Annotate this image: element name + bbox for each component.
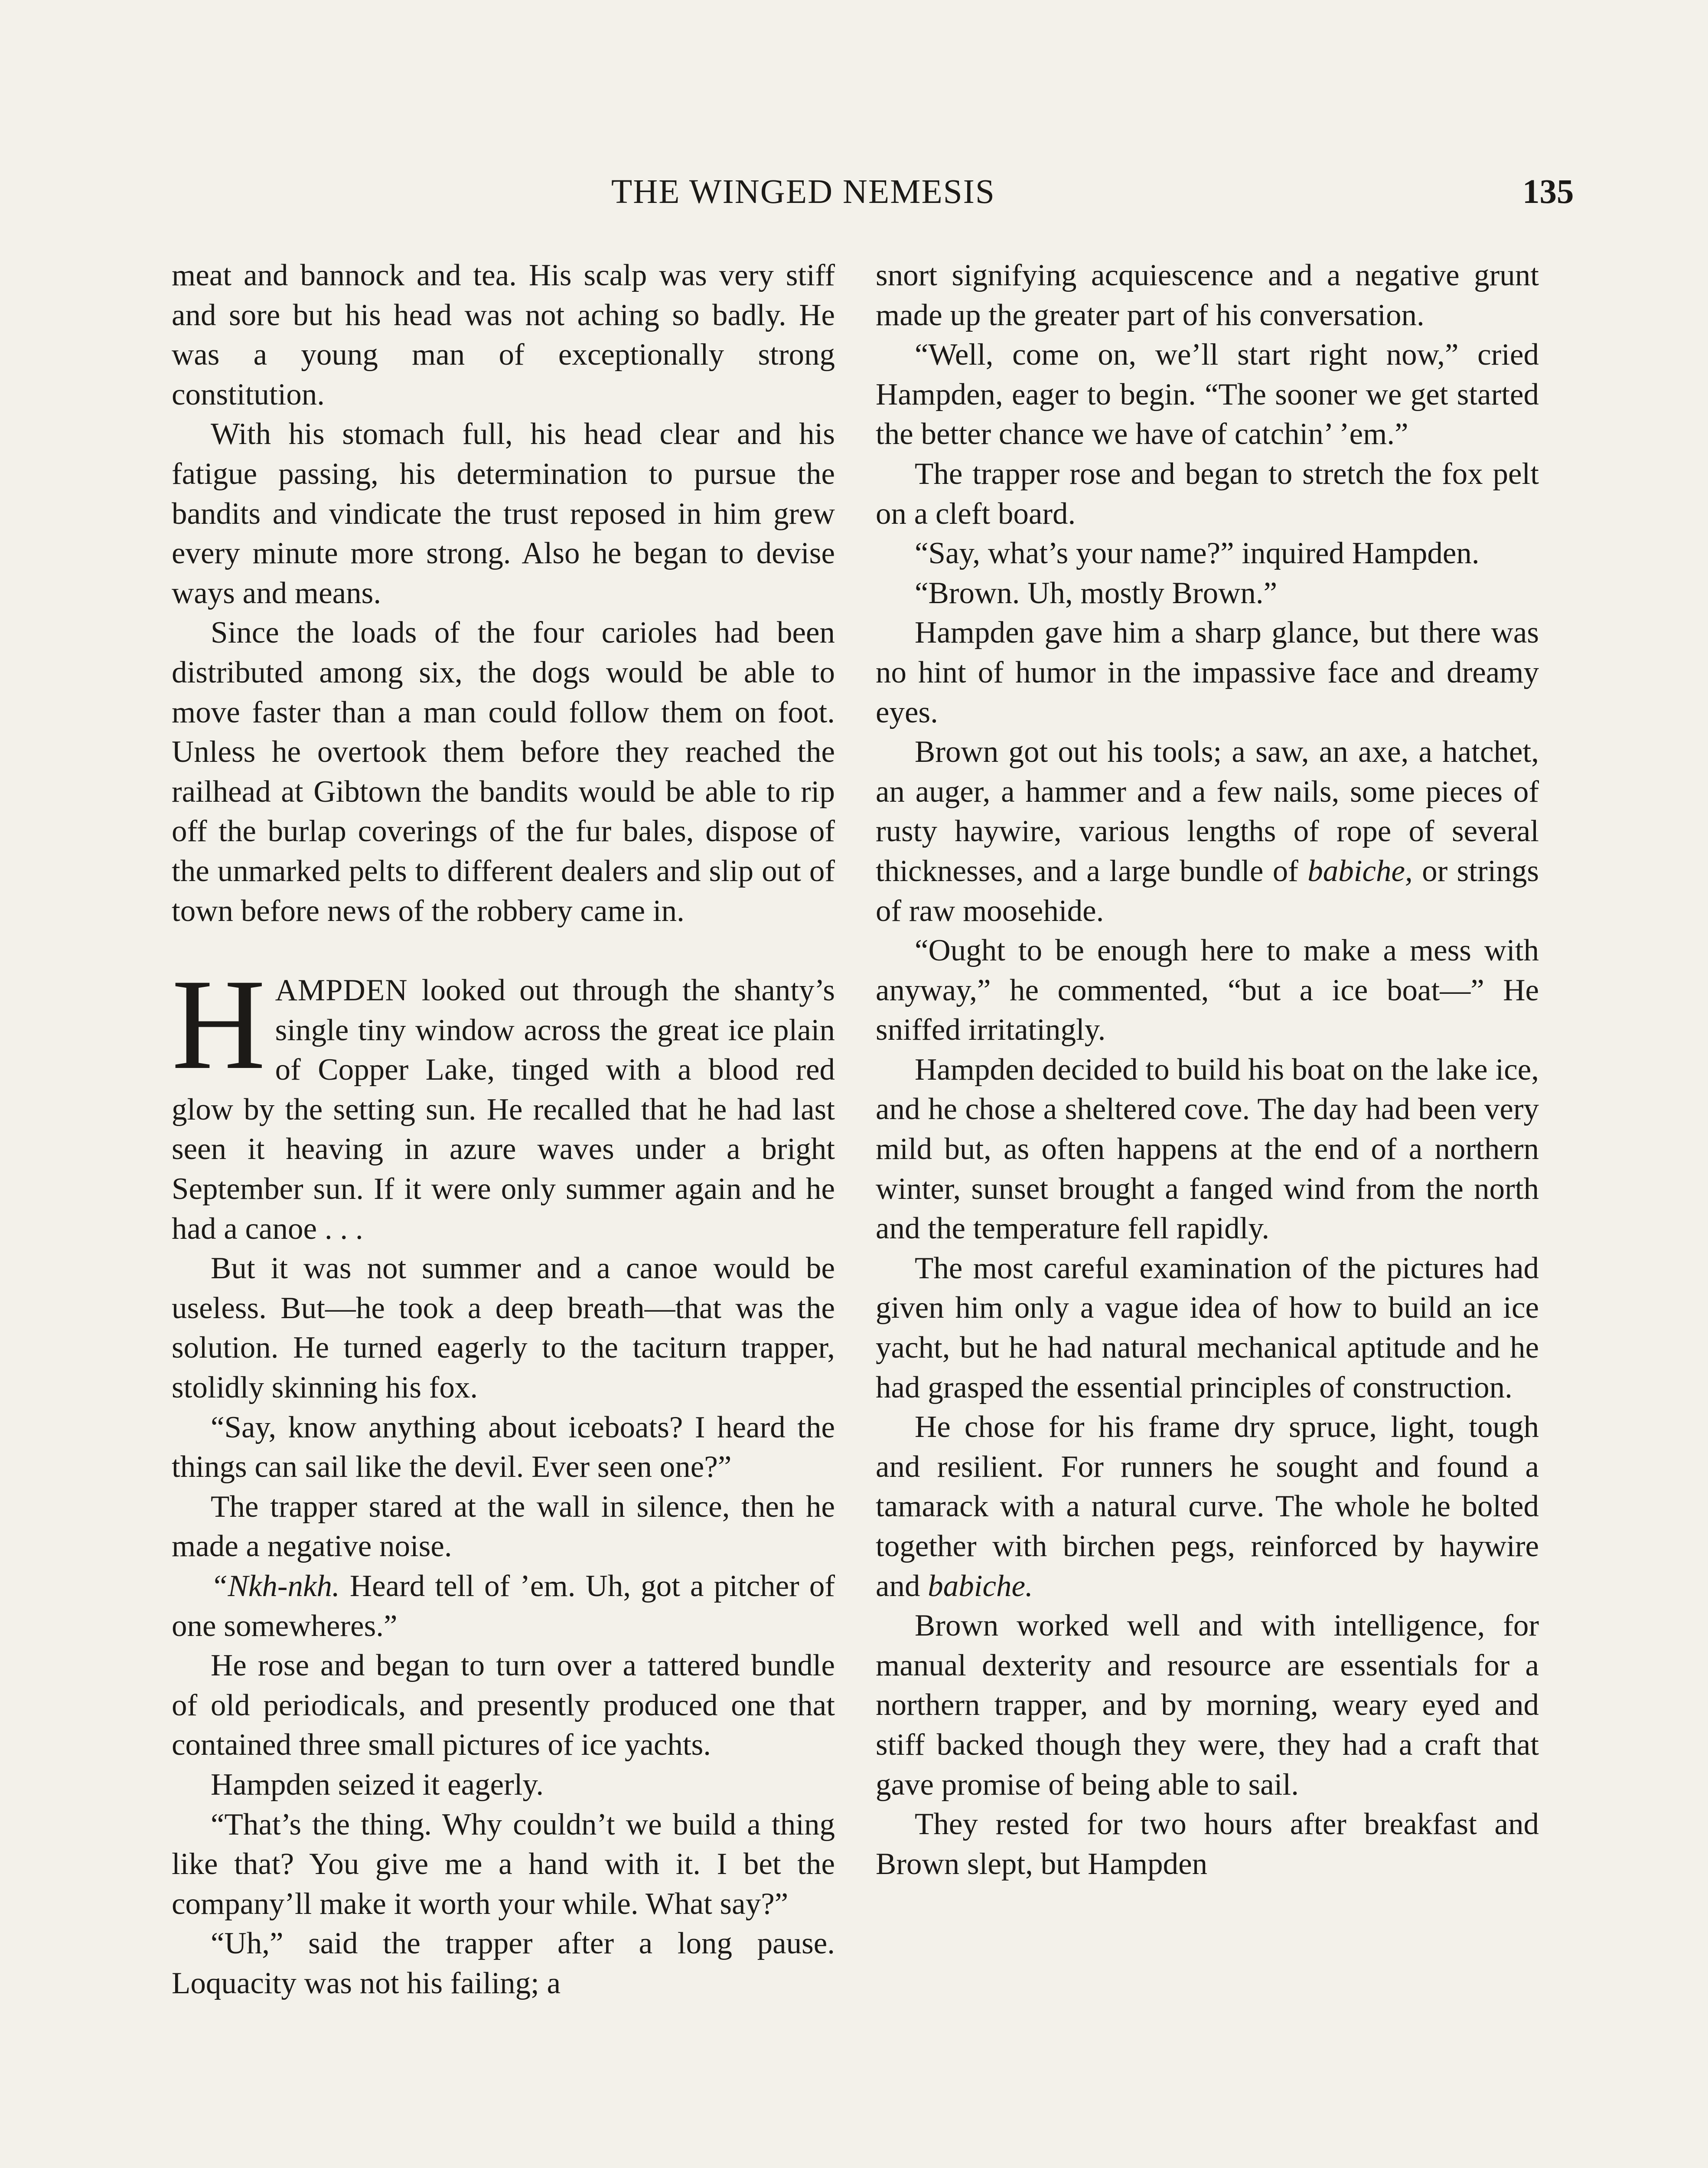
right-column — [876, 256, 1539, 1884]
left-column — [172, 256, 835, 2004]
paragraph: “Brown. Uh, mostly Brown.” — [915, 576, 1278, 610]
paragraph: “Well, come on, we’ll start right now,” cried Hampden, eager to begin. “The sooner we get started the better chance we have of catchin’ ’em.” — [876, 338, 1539, 451]
italic-phrase: “Nkh-nkh. — [211, 1569, 340, 1603]
paragraph: But it was not summer and a canoe would be useless. But—he took a deep breath—that was the solution. He turned eagerly to the taciturn trapper, stolidly skinning his fox. — [172, 1251, 835, 1405]
paragraph: The trapper stared at the wall in silence, then he made a negative noise. — [172, 1489, 835, 1564]
drop-cap-word: AMPDEN — [275, 973, 408, 1008]
running-header-title: THE WINGED NEMESIS — [611, 173, 995, 211]
page-number: 135 — [1522, 173, 1574, 211]
italic-word: babiche. — [928, 1569, 1033, 1603]
paragraph: The trapper rose and began to stretch the fox pelt on a cleft board. — [876, 457, 1539, 531]
paragraph: Brown worked well and with intelligence, for manual dexterity and resource are essentials for a northern trapper, and by morning, weary eyed and stiff backed though they were, they had a craft that gave promise of being able to sail. — [876, 1609, 1539, 1802]
paragraph: “Say, what’s your name?” inquired Hampden. — [915, 536, 1480, 571]
paragraph — [876, 1407, 1539, 1606]
paragraph: He rose and began to turn over a tattered bundle of old periodicals, and presently produced one that contained three small pictures of ice yachts. — [172, 1649, 835, 1762]
paragraph: Hampden gave him a sharp glance, but there was no hint of humor in the impassive face and dreamy eyes. — [876, 616, 1539, 729]
paragraph: “Say, know anything about iceboats? I heard the things can sail like the devil. Ever seen one?” — [172, 1410, 835, 1484]
drop-cap-paragraph — [172, 952, 835, 1249]
paragraph: Since the loads of the four carioles had been distributed among six, the dogs would be able to move faster than a man could follow them on foot. Unless he overtook them before they reached the railhead at Gibtown the bandits would be able to rip off the burlap coverings of the fur bales, dispose of the unmarked pelts to different dealers and slip out of town before news of the robbery came in. — [172, 616, 835, 928]
paragraph-text: Brown got out his tools; a saw, an axe, a hatchet, an auger, a hammer and a few nails, some pieces of rusty haywire, various lengths of rope of several thicknesses, and a large bundle of — [876, 735, 1539, 888]
paragraph: meat and bannock and tea. His scalp was very stiff and sore but his head was not aching so badly. He was a young man of exceptionally strong constitution. — [172, 258, 835, 411]
paragraph: With his stomach full, his head clear and his fatigue passing, his determination to pursue the bandits and vindicate the trust reposed in him grew every minute more strong. Also he began to devise ways and means. — [172, 417, 835, 610]
paragraph: They rested for two hours after breakfast and Brown slept, but Hampden — [876, 1807, 1539, 1881]
paragraph — [172, 1567, 835, 1646]
drop-cap-text: looked out through the shanty’s single tiny window across the great ice plain of Copper Lake, tinged with a blood red glow by the setting sun. He recalled that he had last seen it heaving in azure waves under a bright September sun. If it were only summer again and he had a canoe . . . — [172, 973, 835, 1246]
paragraph-text: Heard tell of ’em. Uh, got a pitcher of one somewheres.” — [172, 1569, 835, 1643]
paragraph-text: He chose for his frame dry spruce, light, tough and resilient. For runners he sought and found a tamarack with a natural curve. The whole he bolted together with birchen pegs, reinforced by haywire and — [876, 1410, 1539, 1603]
paragraph-text: or strings of raw moosehide. — [876, 854, 1539, 928]
paragraph: Hampden seized it eagerly. — [211, 1767, 544, 1802]
paragraph — [876, 732, 1539, 931]
paragraph: snort signifying acquiescence and a negative grunt made up the greater part of his conversation. — [876, 258, 1539, 332]
paragraph: “That’s the thing. Why couldn’t we build a thing like that? You give me a hand with it. I bet the company’ll make it worth your while. What say?” — [172, 1807, 835, 1921]
paragraph: “Uh,” said the trapper after a long pause. Loquacity was not his failing; a — [172, 1926, 835, 2000]
paragraph: Hampden decided to build his boat on the lake ice, and he chose a sheltered cove. The day had been very mild but, as often happens at the end of a northern winter, sunset brought a fanged wind from the north and the temperature fell rapidly. — [876, 1052, 1539, 1246]
italic-word: babiche, — [1307, 854, 1413, 888]
paragraph: The most careful examination of the pictures had given him only a vague idea of how to build an ice yacht, but he had natural mechanical aptitude and he had grasped the essential principles of construction. — [876, 1251, 1539, 1404]
drop-cap-letter: H — [172, 952, 266, 1097]
paragraph: “Ought to be enough here to make a mess with anyway,” he commented, “but a ice boat—” He sniffed irritatingly. — [876, 934, 1539, 1047]
